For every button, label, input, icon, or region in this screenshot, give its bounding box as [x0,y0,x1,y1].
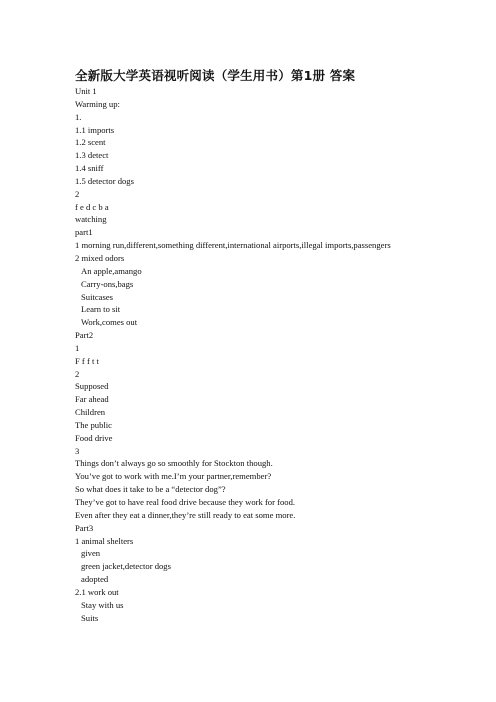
text-line: F f f t t [75,355,99,366]
text-line: adopted [81,574,109,585]
text-line: Even after they eat a dinner,they’re still ready to eat some more. [75,509,296,520]
text-line: Suitcases [81,291,113,302]
text-line: Things don’t always go so smoothly for Stockton though. [75,458,273,469]
text-line: given [81,548,101,559]
text-line: They’ve got to have real food drive because they work for food. [75,497,296,507]
text-line: Carry-ons,bags [81,278,134,289]
text-line: Part2 [75,330,94,341]
text-line: 3 [75,445,80,456]
text-line: part1 [75,227,93,238]
text-line: 1. [75,111,82,122]
text-line: 1.5 detector dogs [75,175,134,186]
answer-text-body [75,85,492,624]
text-line: Unit 1 [75,86,97,96]
text-line: Suits [81,612,99,623]
text-line: Far ahead [75,394,109,405]
text-line: Children [75,407,106,418]
text-line: Warming up: [75,98,120,109]
text-line: 1.4 sniff [75,163,104,174]
text-line: So what does it take to be a “detector dog”? [75,484,226,495]
text-line: 1.1 imports [75,124,115,135]
text-line: 2 [75,368,80,379]
text-line: 2 [75,188,80,199]
text-line: Stay with us [81,599,124,610]
text-line: green jacket,detector dogs [81,561,171,572]
text-line: 1 morning run,different,something different,international airports,illegal imports,passengers [75,240,391,251]
text-line: 1 [75,342,80,353]
text-line: 2.1 work out [75,586,119,597]
text-line: Work,comes out [81,317,138,328]
text-line: 1.3 detect [75,150,109,161]
text-line: f e d c b a [75,201,109,212]
text-line: Part3 [75,522,94,533]
text-line: 2 mixed odors [75,252,125,263]
text-line: 1 animal shelters [75,535,134,546]
text-line: Learn to sit [81,304,121,315]
text-line: You’ve got to work with me.I’m your partner,remember? [75,471,272,482]
text-line: The public [75,419,112,430]
text-line: An apple,amango [81,265,142,276]
page-title: 全新版大学英语视听阅读（学生用书）第1册 答案 [75,68,356,83]
text-line: 1.2 scent [75,137,106,148]
text-line: watching [75,214,107,225]
text-line: Supposed [75,381,109,392]
text-line: Food drive [75,432,113,443]
